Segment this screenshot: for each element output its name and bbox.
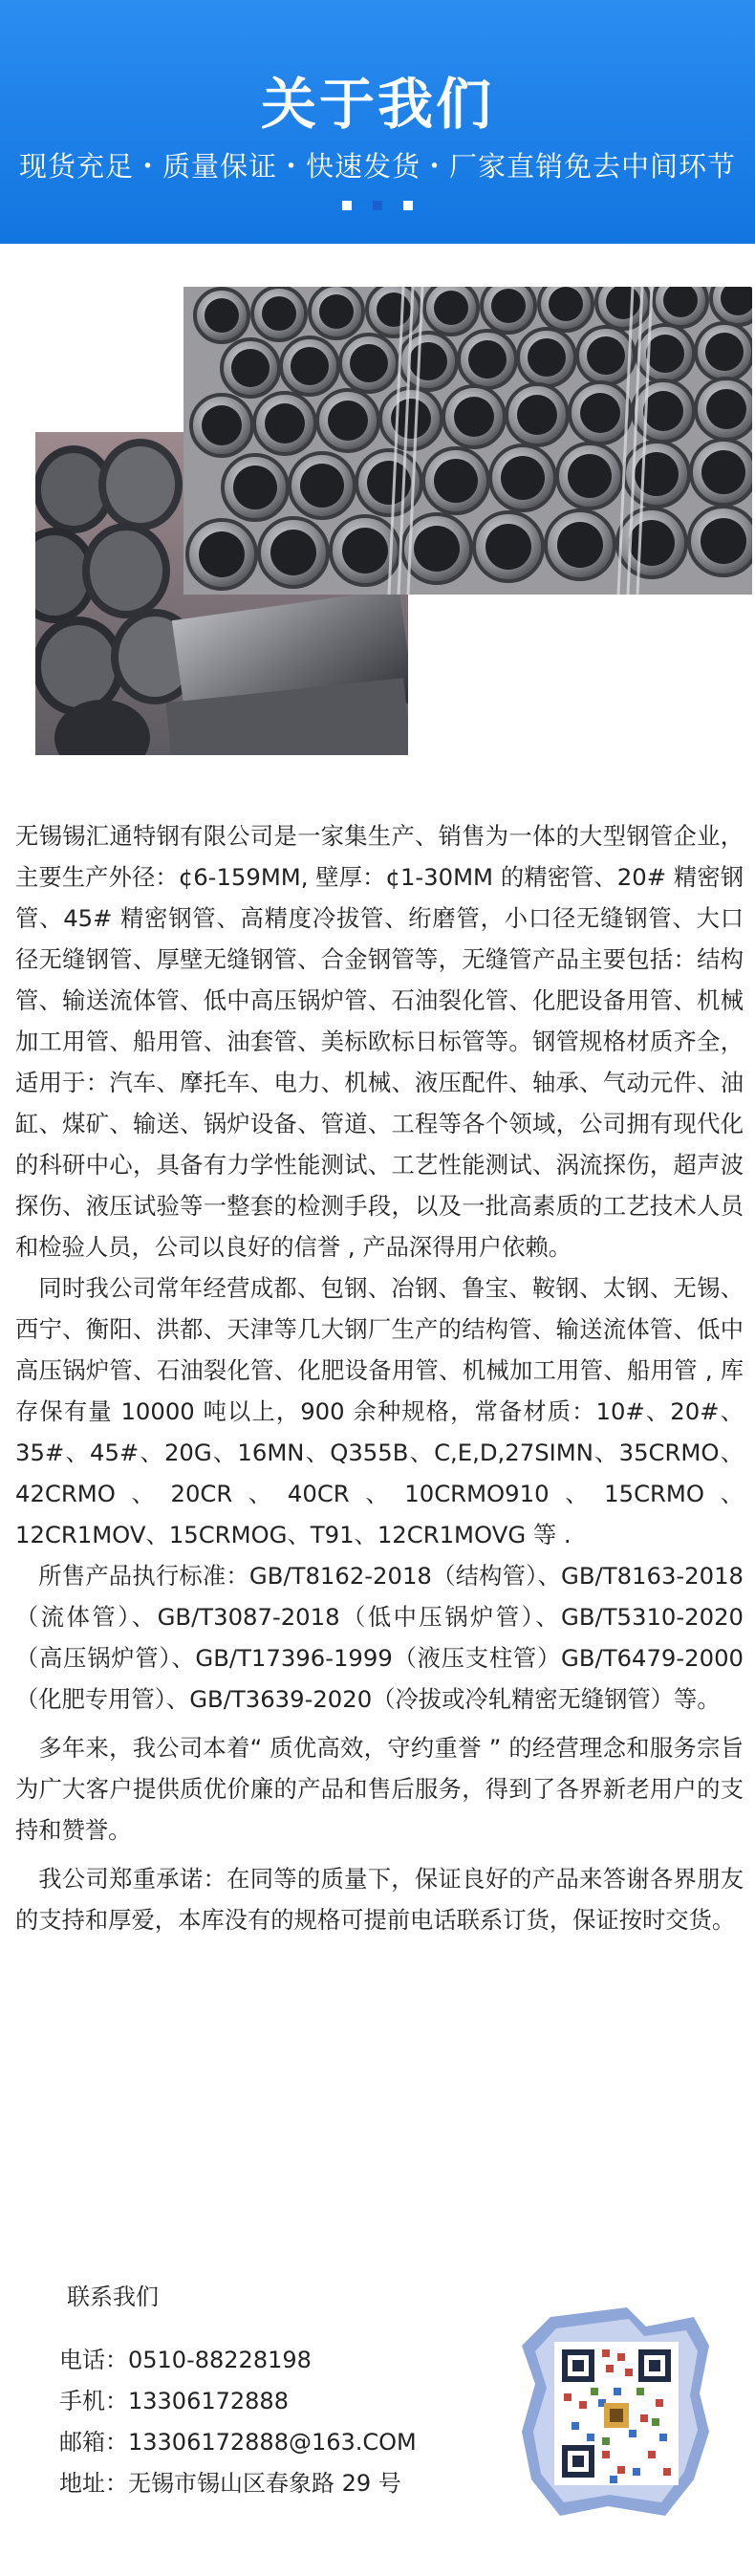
carousel-dot[interactable]: [342, 201, 352, 210]
contact-section: [59, 2278, 594, 2504]
steel-pipe-bundle-photo: [183, 287, 752, 595]
product-photos: [35, 287, 752, 755]
contact-phone[interactable]: 电话：0510-88228198: [59, 2347, 312, 2373]
company-introduction: [15, 815, 744, 1940]
intro-paragraph: 我公司郑重承诺：在同等的质量下，保证良好的产品来答谢各界朋友的支持和厚爱，本库没有的规格可提前电话联系订货，保证按时交货。: [15, 1865, 744, 1934]
carousel-dot-active[interactable]: [373, 201, 382, 210]
page-title: 关于我们: [260, 72, 494, 137]
intro-paragraph: 所售产品执行标准：GB/T8162-2018（结构管）、GB/T8163-2018（流体管）、GB/T3087-2018（低中压锅炉管）、GB/T5310-2020（高压锅炉管）、GB/T17396-1999（液压支柱管）GB/T6479-2000（化肥专用管）、GB/T3639-2020（冷拔或冷轧精密无缝钢管）等。: [15, 1562, 744, 1713]
contact-mobile[interactable]: 手机：13306172888: [59, 2388, 289, 2414]
contact-email[interactable]: 邮箱：13306172888@163.COM: [59, 2429, 417, 2456]
contact-address: 地址：无锡市锡山区春象路 29 号: [59, 2470, 401, 2497]
header-banner: [0, 0, 755, 244]
carousel-dot[interactable]: [403, 201, 413, 210]
page-subtitle: 现货充足・质量保证・快速发货・厂家直销免去中间环节: [18, 150, 736, 183]
contact-title: 联系我们: [67, 2284, 159, 2310]
intro-paragraph: 无锡锡汇通特钢有限公司是一家集生产、销售为一体的大型钢管企业，主要生产外径：¢6-159MM, 壁厚：¢1-30MM 的精密管、20# 精密钢管、45# 精密钢管、高精度冷拔管、绗磨管，小口径无缝钢管、大口径无缝钢管、厚壁无缝钢管、合金钢管等，无缝管产品主要包括：结构管、输送流体管、低中高压锅炉管、石油裂化管、化肥设备用管、机械加工用管、船用管、油套管、美标欧标日标管等。钢管规格材质齐全，适用于：汽车、摩托车、电力、机械、液压配件、轴承、气动元件、油缸、煤矿、输送、锅炉设备、管道、工程等各个领域，公司拥有现代化的科研中心，具备有力学性能测试、工艺性能测试、涡流探伤，超声波探伤、液压试验等一整套的检测手段，以及一批高素质的工艺技术人员和检验人员，公司以良好的信誉 , 产品深得用户依赖。: [15, 822, 744, 1261]
wechat-qr-code: [522, 2307, 709, 2516]
carousel-dots: [0, 196, 755, 214]
intro-paragraph: 多年来，我公司本着“ 质优高效，守约重誉 ” 的经营理念和服务宗旨为广大客户提供质优价廉的产品和售后服务，得到了各界新老用户的支持和赞誉。: [15, 1734, 744, 1844]
intro-paragraph: 同时我公司常年经营成都、包钢、冶钢、鲁宝、鞍钢、太钢、无锡、西宁、衡阳、洪都、天津等几大钢厂生产的结构管、输送流体管、低中高压锅炉管、石油裂化管、化肥设备用管、机械加工用管、船用管 , 库存保有量 10000 吨以上，900 余种规格，常备材质：10#、20#、35#、45#、20G、16MN、Q355B、C,E,D,27SIMN、35CRMO、42CRMO、20CR、40CR、10CRMO910、15CRMO、12CR1MOV、15CRMOG、T91、12CR1MOVG 等 .: [15, 1274, 744, 1548]
